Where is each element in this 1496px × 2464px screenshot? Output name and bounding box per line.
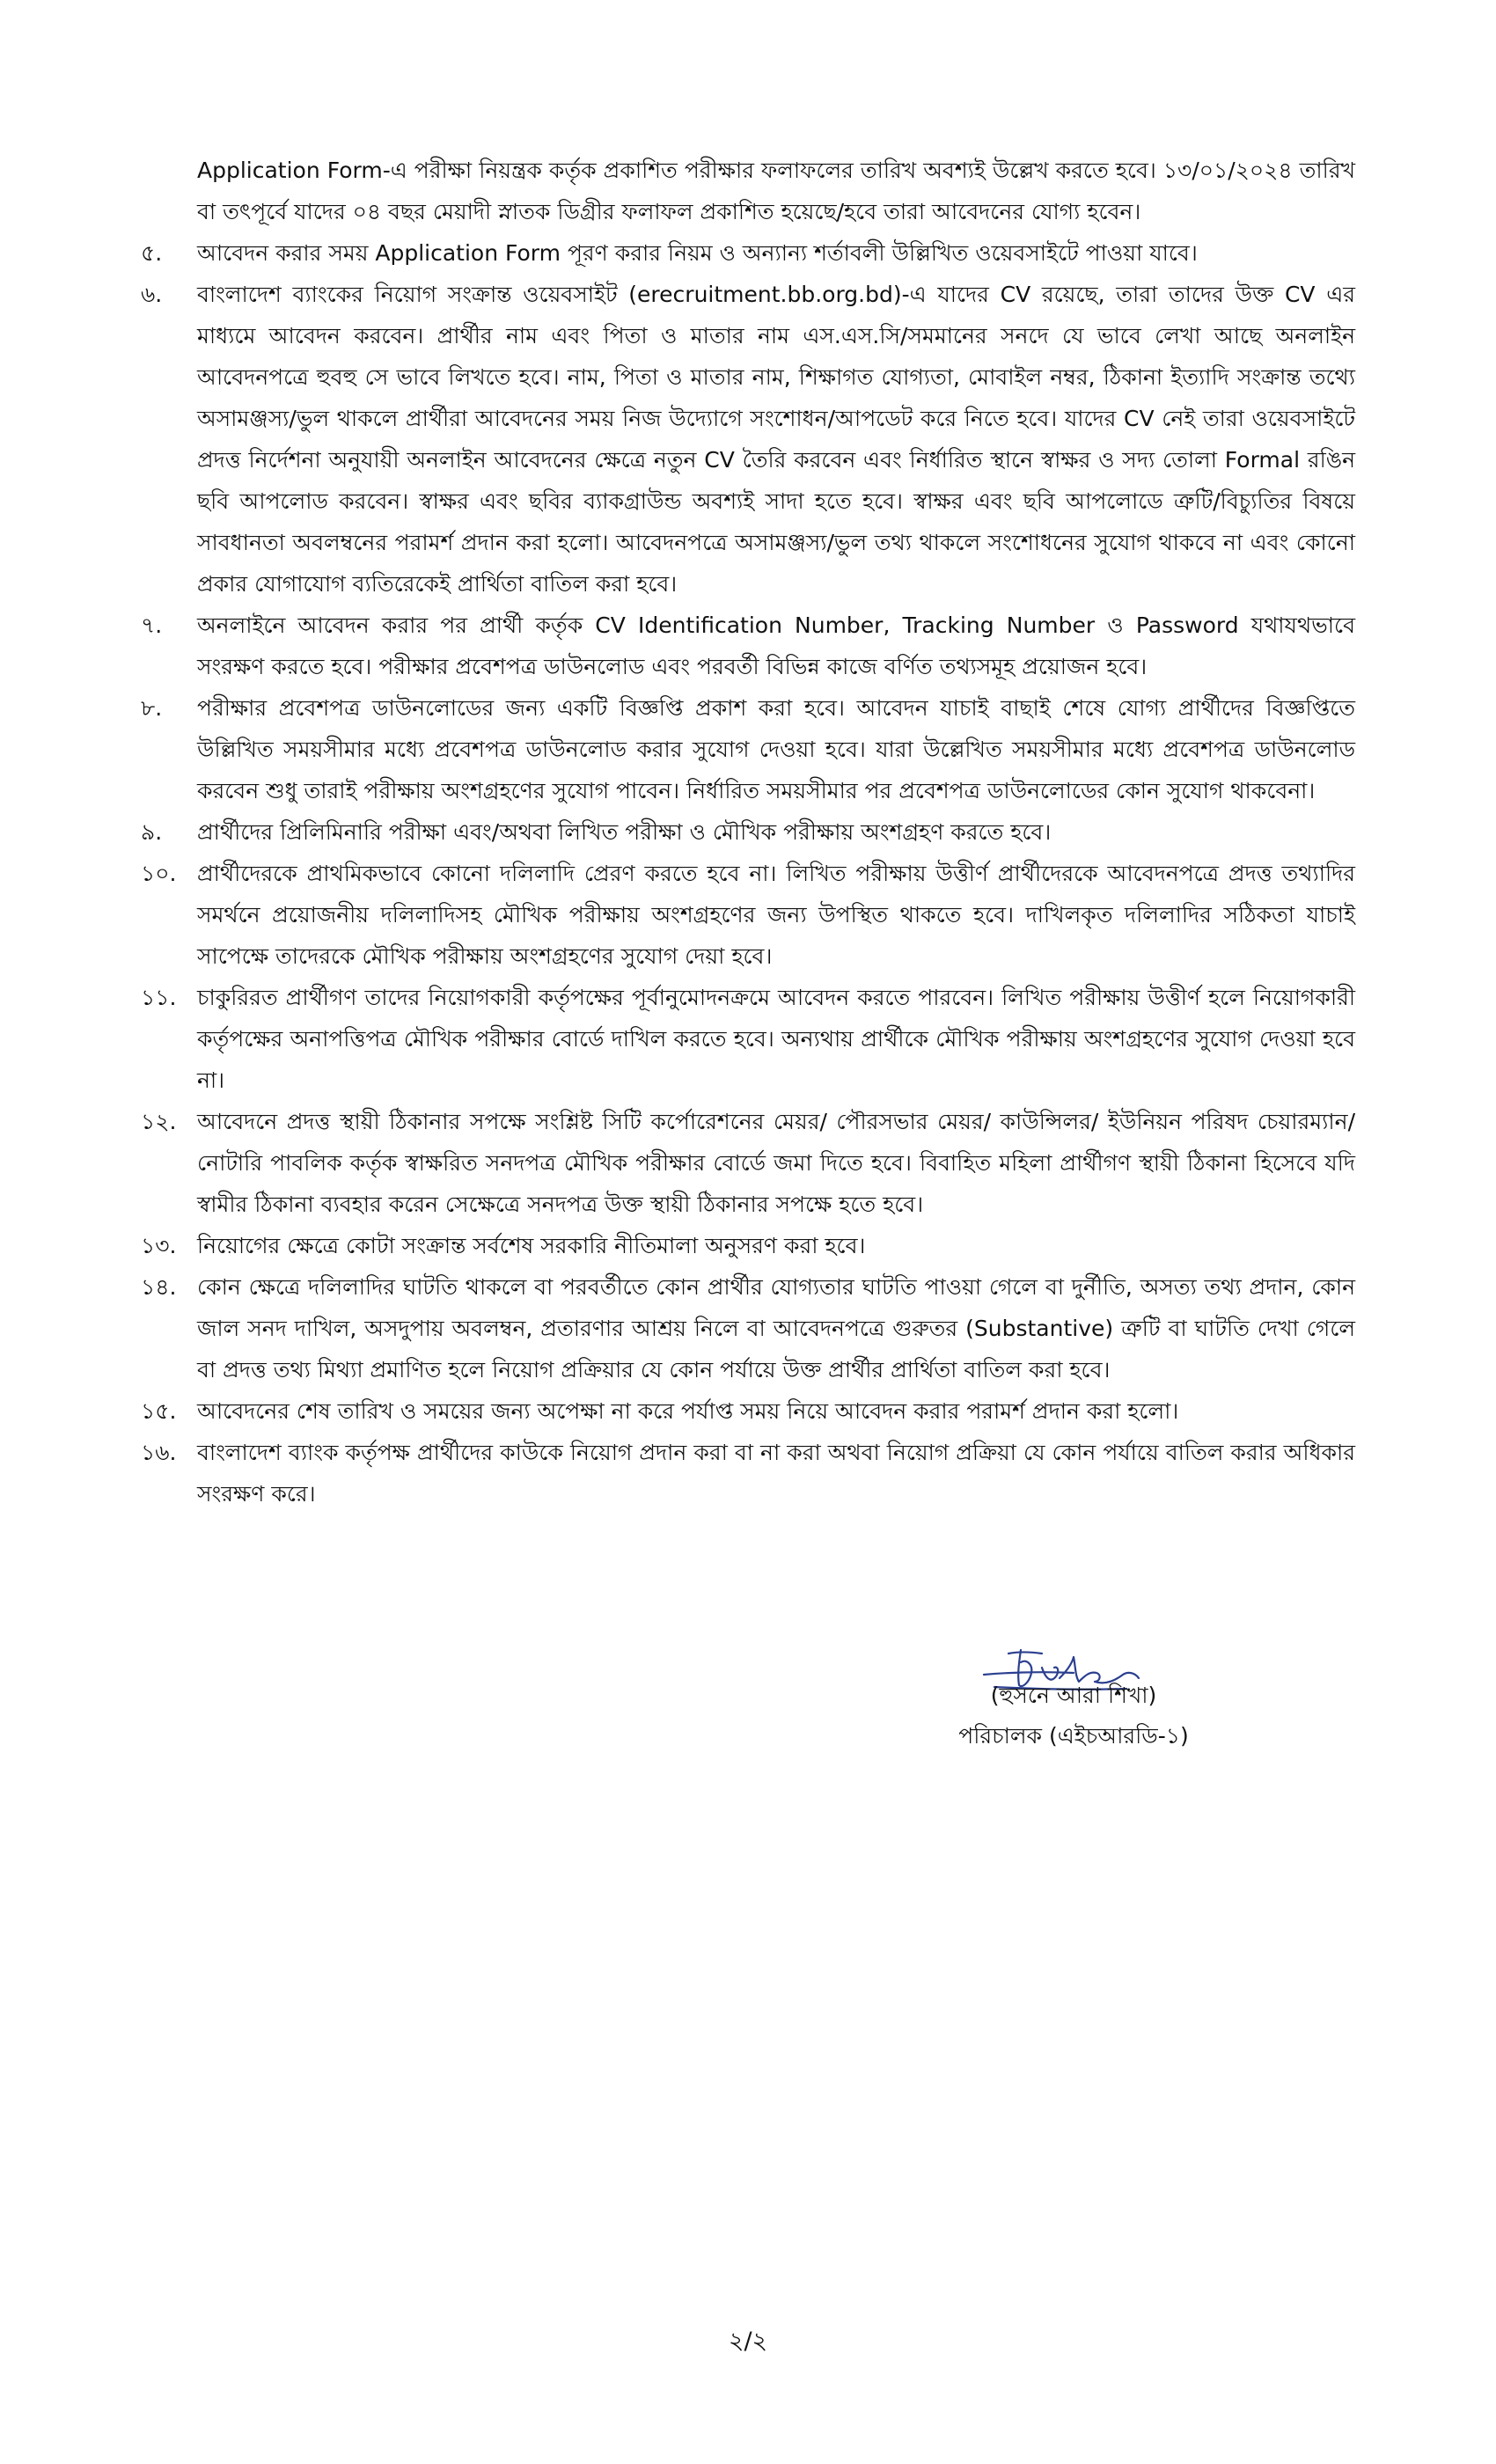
item-number: ৮.: [141, 695, 163, 721]
item-text: বাংলাদেশ ব্যাংক কর্তৃপক্ষ প্রার্থীদের কাউকে নিয়োগ প্রদান করা বা না করা অথবা নিয়োগ প্রক্রিয়া যে কোন পর্যায়ে বাতিল করার অধিকার সংরক্ষণ করে।: [197, 1440, 1355, 1507]
item-number: ৯.: [141, 819, 163, 845]
item-text: কোন ক্ষেত্রে দলিলাদির ঘাটতি থাকলে বা পরবর্তীতে কোন প্রার্থীর যোগ্যতার ঘাটতি পাওয়া গেলে বা দুর্নীতি, অসত্য তথ্য প্রদান, কোন জাল সনদ দাখিল, অসদুপায় অবলম্বন, প্রতারণার আশ্রয় নিলে বা আবেদনপত্রে গুরুতর (Substantive) ত্রুটি বা ঘাটতি দেখা গেলে বা প্রদত্ত তথ্য মিথ্যা প্রমাণিত হলে নিয়োগ প্রক্রিয়ার যে কোন পর্যায়ে উক্ত প্রার্থীর প্রার্থিতা বাতিল করা হবে।: [197, 1274, 1355, 1382]
list-item: [141, 1432, 1355, 1514]
list-item: [141, 1390, 1355, 1432]
item-text: প্রার্থীদেরকে প্রাথমিকভাবে কোনো দলিলাদি প্রেরণ করতে হবে না। লিখিত পরীক্ষায় উত্তীর্ণ প্রার্থীদেরকে আবেদনপত্রে প্রদত্ত তথ্যাদির সমর্থনে প্রয়োজনীয় দলিলাদিসহ মৌখিক পরীক্ষায় অংশগ্রহণের জন্য উপস্থিত থাকতে হবে। দাখিলকৃত দলিলাদির সঠিকতা যাচাই সাপেক্ষে তাদেরকে মৌখিক পরীক্ষায় অংশগ্রহণের সুযোগ দেয়া হবে।: [197, 861, 1355, 969]
list-item: [141, 853, 1355, 977]
list-item: [141, 1101, 1355, 1225]
signatory-designation: পরিচালক (এইচআরডি-১): [958, 1723, 1189, 1749]
item-text: আবেদন করার সময় Application Form পূরণ করার নিয়ম ও অন্যান্য শর্তাবলী উল্লিখিত ওয়েবসাইটে পাওয়া যাবে।: [197, 240, 1198, 266]
document-body: [141, 150, 1355, 1514]
intro-paragraph: Application Form-এ পরীক্ষা নিয়ন্ত্রক কর্তৃক প্রকাশিত পরীক্ষার ফলাফলের তারিখ অবশ্যই উল্লেখ করতে হবে। ১৩/০১/২০২৪ তারিখ বা তৎপূর্বে যাদের ০৪ বছর মেয়াদী স্নাতক ডিগ্রীর ফলাফল প্রকাশিত হয়েছে/হবে তারা আবেদনের যোগ্য হবেন।: [197, 158, 1355, 224]
list-item: [141, 977, 1355, 1101]
page-number: ২/২: [728, 2328, 768, 2355]
item-text: বাংলাদেশ ব্যাংকের নিয়োগ সংক্রান্ত ওয়েবসাইট (erecruitment.bb.org.bd)-এ যাদের CV রয়েছে, তারা তাদের উক্ত CV এর মাধ্যমে আবেদন করবেন। প্রার্থীর নাম এবং পিতা ও মাতার নাম এস.এস.সি/সমমানের সনদে যে ভাবে লেখা আছে অনলাইন আবেদনপত্রে হুবহু সে ভাবে লিখতে হবে। নাম, পিতা ও মাতার নাম, শিক্ষাগত যোগ্যতা, মোবাইল নম্বর, ঠিকানা ইত্যাদি সংক্রান্ত তথ্যে অসামঞ্জস্য/ভুল থাকলে প্রার্থীরা আবেদনের সময় নিজ উদ্যোগে সংশোধন/আপডেট করে নিতে হবে। যাদের CV নেই তারা ওয়েবসাইটে প্রদত্ত নির্দেশনা অনুযায়ী অনলাইন আবেদনের ক্ষেত্রে নতুন CV তৈরি করবেন এবং নির্ধারিত স্থানে স্বাক্ষর ও সদ্য তোলা Formal রঙিন ছবি আপলোড করবেন। স্বাক্ষর এবং ছবির ব্যাকগ্রাউন্ড অবশ্যই সাদা হতে হবে। স্বাক্ষর এবং ছবি আপলোডে ত্রুটি/বিচ্যুতির বিষয়ে সাবধানতা অবলম্বনের পরামর্শ প্রদান করা হলো। আবেদনপত্রে অসামঞ্জস্য/ভুল তথ্য থাকলে সংশোধনের সুযোগ থাকবে না এবং কোনো প্রকার যোগাযোগ ব্যতিরেকেই প্রার্থিতা বাতিল করা হবে।: [197, 282, 1355, 597]
item-text: পরীক্ষার প্রবেশপত্র ডাউনলোডের জন্য একটি বিজ্ঞপ্তি প্রকাশ করা হবে। আবেদন যাচাই বাছাই শেষে যোগ্য প্রার্থীদের বিজ্ঞপ্তিতে উল্লিখিত সময়সীমার মধ্যে প্রবেশপত্র ডাউনলোড করার সুযোগ দেওয়া হবে। যারা উল্লেখিত সময়সীমার মধ্যে প্রবেশপত্র ডাউনলোড করবেন শুধু তারাই পরীক্ষায় অংশগ্রহণের সুযোগ পাবেন। নির্ধারিত সময়সীমার পর প্রবেশপত্র ডাউনলোডের কোন সুযোগ থাকবেনা।: [197, 695, 1355, 803]
item-number: ১৫.: [141, 1398, 177, 1424]
list-item: [141, 811, 1355, 853]
item-number: ১১.: [141, 985, 177, 1010]
item-number: ১৩.: [141, 1233, 177, 1258]
item-text: প্রার্থীদের প্রিলিমিনারি পরীক্ষা এবং/অথবা লিখিত পরীক্ষা ও মৌখিক পরীক্ষায় অংশগ্রহণ করতে হবে।: [197, 819, 1052, 845]
signatory-name: (হুসনে আরা শিখা): [990, 1683, 1157, 1708]
item-text: চাকুরিরত প্রার্থীগণ তাদের নিয়োগকারী কর্তৃপক্ষের পূর্বানুমোদনক্রমে আবেদন করতে পারবেন। লিখিত পরীক্ষায় উত্তীর্ণ হলে নিয়োগকারী কর্তৃপক্ষের অনাপত্তিপত্র মৌখিক পরীক্ষার বোর্ডে দাখিল করতে হবে। অন্যথায় প্রার্থীকে মৌখিক পরীক্ষায় অংশগ্রহণের সুযোগ দেওয়া হবে না।: [197, 985, 1355, 1093]
item-number: ১২.: [141, 1109, 177, 1134]
item-number: ১৪.: [141, 1274, 177, 1300]
item-text: নিয়োগের ক্ষেত্রে কোটা সংক্রান্ত সর্বশেষ সরকারি নীতিমালা অনুসরণ করা হবে।: [197, 1233, 866, 1258]
item-number: ১০.: [141, 861, 177, 886]
list-item: [141, 232, 1355, 274]
item-number: ৫.: [141, 240, 163, 266]
list-item: [141, 1225, 1355, 1266]
item-number: ১৬.: [141, 1440, 177, 1465]
list-item: [141, 274, 1355, 605]
item-text: আবেদনের শেষ তারিখ ও সময়ের জন্য অপেক্ষা না করে পর্যাপ্ত সময় নিয়ে আবেদন করার পরামর্শ প্রদান করা হলো।: [197, 1398, 1179, 1424]
item-text: অনলাইনে আবেদন করার পর প্রার্থী কর্তৃক CV Identification Number, Tracking Number ও Password যথাযথভাবে সংরক্ষণ করতে হবে। পরীক্ষার প্রবেশপত্র ডাউনলোড এবং পরবর্তী বিভিন্ন কাজে বর্ণিত তথ্যসমূহ প্রয়োজন হবে।: [197, 612, 1355, 679]
list-item: [141, 1266, 1355, 1390]
item-text: আবেদনে প্রদত্ত স্থায়ী ঠিকানার সপক্ষে সংশ্লিষ্ট সিটি কর্পোরেশনের মেয়র/ পৌরসভার মেয়র/ কাউন্সিলর/ ইউনিয়ন পরিষদ চেয়ারম্যান/ নোটারি পাবলিক কর্তৃক স্বাক্ষরিত সনদপত্র মৌখিক পরীক্ষার বোর্ডে জমা দিতে হবে। বিবাহিত মহিলা প্রার্থীগণ স্থায়ী ঠিকানা হিসেবে যদি স্বামীর ঠিকানা ব্যবহার করেন সেক্ষেত্রে সনদপত্র উক্ত স্থায়ী ঠিকানার সপক্ষে হতে হবে।: [197, 1109, 1355, 1217]
list-item: [141, 605, 1355, 687]
item-number: ৬.: [141, 282, 163, 307]
list-item: [141, 687, 1355, 811]
item-number: ৭.: [141, 612, 163, 638]
